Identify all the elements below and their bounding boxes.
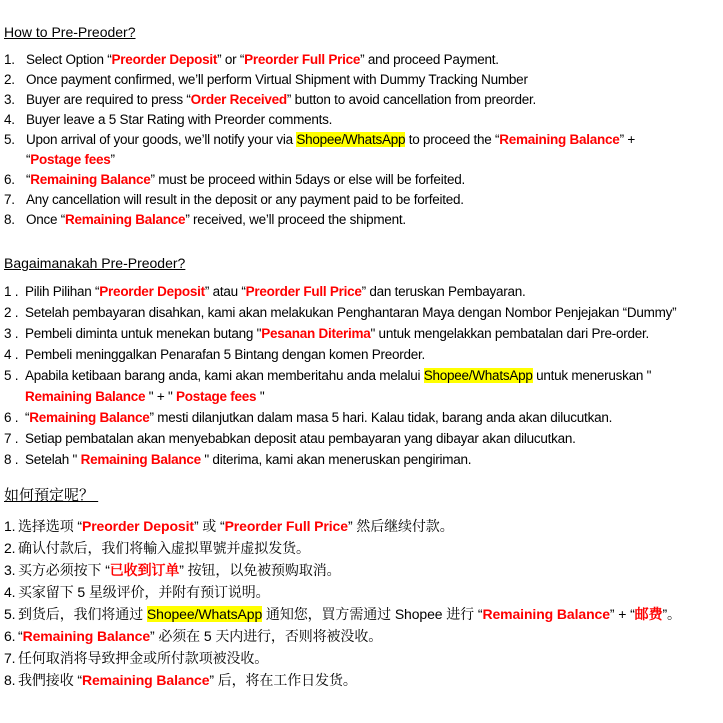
text-segment: Setiap pembatalan akan menyebabkan deposit atau pembayaran yang dibayar akan dilucutkan. <box>25 431 576 446</box>
item-text <box>25 344 723 365</box>
text-segment: ” or “ <box>217 52 245 67</box>
item-number: 6. <box>4 172 15 187</box>
item-text <box>26 210 723 230</box>
list-item <box>4 669 723 691</box>
list-item <box>4 449 723 470</box>
text-segment: " + " <box>145 389 177 404</box>
text-segment: Any cancellation will result in the deposit or any payment paid to be forfeited. <box>26 192 464 207</box>
text-segment: ” atau “ <box>204 284 246 299</box>
item-number: 2. <box>4 540 16 556</box>
text-segment: Upon arrival of your goods, we’ll notify your via <box>26 132 297 147</box>
list-item <box>4 559 723 581</box>
text-segment: ” button to avoid cancellation from preorder. <box>286 92 537 107</box>
item-number: 7. <box>4 650 16 666</box>
item-number: 3 . <box>4 326 19 341</box>
text-segment: untuk meneruskan " <box>532 368 652 383</box>
list-item <box>4 130 723 170</box>
list-item <box>4 407 723 428</box>
section-heading-chinese: 如何預定呢？ <box>4 487 99 504</box>
text-segment: ” must be proceed within 5days or else will be forfeited. <box>150 172 465 187</box>
red-emphasis-text: Remaining Balance <box>30 172 151 187</box>
list-item <box>4 302 723 323</box>
item-number: 8 . <box>4 452 19 467</box>
text-segment: “ <box>26 152 31 167</box>
red-emphasis-text: Remaining Balance <box>80 452 201 467</box>
red-emphasis-text: Remaining Balance <box>499 132 620 147</box>
item-text <box>25 407 723 428</box>
red-emphasis-text: Postage fees <box>176 389 257 404</box>
item-number: 4 . <box>4 347 19 362</box>
red-emphasis-text: Remaining Balance <box>29 410 150 425</box>
text-segment: 通知您，買方需通过 Shopee 进行 “ <box>262 606 483 622</box>
text-segment: Buyer are required to press “ <box>26 92 191 107</box>
section-english-instructions <box>4 24 723 230</box>
red-emphasis-text: Preorder Full Price <box>244 52 361 67</box>
list-item <box>4 281 723 302</box>
red-emphasis-text: Order Received <box>190 92 287 107</box>
item-number: 1 . <box>4 284 19 299</box>
text-segment: 到货后，我们将通过 <box>18 606 147 622</box>
item-number: 2 . <box>4 305 19 320</box>
text-segment: ” dan teruskan Pembayaran. <box>361 284 526 299</box>
list-item <box>4 70 723 90</box>
item-number: 5 . <box>4 368 19 383</box>
item-number: 1. <box>4 518 16 534</box>
item-number: 5. <box>4 132 15 147</box>
text-segment: ” mesti dilanjutkan dalam masa 5 hari. Kalau tidak, barang anda akan dilucutkan. <box>149 410 613 425</box>
item-text <box>25 365 723 407</box>
list-item <box>4 537 723 559</box>
item-text <box>26 90 723 110</box>
list-item <box>4 581 723 603</box>
item-number: 7 . <box>4 431 19 446</box>
list-item <box>4 428 723 449</box>
item-text <box>25 323 723 344</box>
text-segment: ” 然后继续付款。 <box>347 518 454 534</box>
item-text <box>26 50 723 70</box>
item-number: 6 . <box>4 410 19 425</box>
item-text <box>18 625 723 647</box>
section-heading-english: How to Pre-Preoder? <box>4 24 136 40</box>
list-item <box>4 344 723 365</box>
text-segment: ” + <box>619 132 635 147</box>
item-text <box>18 603 723 625</box>
list-item <box>4 170 723 190</box>
text-segment: Setelah " <box>25 452 81 467</box>
text-segment: " diterima, kami akan meneruskan pengiriman. <box>200 452 472 467</box>
text-segment: ” 按钮，以免被预购取消。 <box>179 562 341 578</box>
instruction-list-malay <box>4 281 723 470</box>
item-number: 6. <box>4 628 16 644</box>
item-text <box>25 281 723 302</box>
item-number: 5. <box>4 606 16 622</box>
text-segment: “ <box>26 172 31 187</box>
item-text <box>26 170 723 190</box>
text-segment: Apabila ketibaan barang anda, kami akan memberitahu anda melalui <box>25 368 424 383</box>
list-item <box>4 625 723 647</box>
text-segment: 买方必须按下 “ <box>18 562 110 578</box>
instruction-list-chinese <box>4 515 723 691</box>
highlighted-text: Shopee/WhatsApp <box>146 606 263 622</box>
text-segment: ” <box>110 152 115 167</box>
highlighted-text: Shopee/WhatsApp <box>423 368 533 383</box>
item-text <box>26 190 723 210</box>
text-segment: to proceed the “ <box>405 132 500 147</box>
red-emphasis-text: Remaining Balance <box>482 606 610 622</box>
text-segment: “ <box>25 410 30 425</box>
red-emphasis-text: Preorder Deposit <box>81 518 194 534</box>
text-segment: " untuk mengelakkan pembatalan dari Pre-order. <box>370 326 649 341</box>
section-heading-malay: Bagaimanakah Pre-Preoder? <box>4 255 186 271</box>
item-number: 2. <box>4 72 15 87</box>
section-malay-instructions <box>4 255 723 470</box>
text-segment: ” received, we’ll proceed the shipment. <box>185 212 406 227</box>
list-item <box>4 50 723 70</box>
text-segment: Once payment confirmed, we’ll perform Virtual Shipment with Dummy Tracking Number <box>26 72 528 87</box>
section-chinese-instructions <box>4 486 723 691</box>
item-number: 4. <box>4 584 16 600</box>
text-segment: " <box>256 389 265 404</box>
text-segment: ” 或 “ <box>193 518 225 534</box>
text-segment: ” + “ <box>609 606 635 622</box>
item-text <box>25 302 723 323</box>
item-text <box>18 515 723 537</box>
item-number: 4. <box>4 112 15 127</box>
item-text <box>18 537 723 559</box>
text-segment: 任何取消将导致押金或所付款项被没收。 <box>18 650 269 666</box>
text-segment: 选择选项 “ <box>18 518 82 534</box>
item-number: 7. <box>4 192 15 207</box>
item-text <box>25 449 723 470</box>
item-number: 8. <box>4 672 16 688</box>
list-item <box>4 110 723 130</box>
text-segment: ” 必须在 5 天内进行，否则将被没收。 <box>150 628 383 644</box>
text-segment: Pembeli meninggalkan Penarafan 5 Bintang dengan komen Preorder. <box>25 347 426 362</box>
list-item <box>4 603 723 625</box>
red-emphasis-text: Postage fees <box>30 152 111 167</box>
text-segment: 确认付款后，我们将輸入虚拟單號并虚拟发货。 <box>18 540 310 556</box>
red-emphasis-text: Preorder Deposit <box>111 52 218 67</box>
instruction-list-english <box>4 50 723 230</box>
text-segment: Buyer leave a 5 Star Rating with Preorder comments. <box>26 112 333 127</box>
item-number: 3. <box>4 92 15 107</box>
text-segment: ” 后，将在工作日发货。 <box>209 672 357 688</box>
text-segment: 我們接收 “ <box>18 672 82 688</box>
item-text <box>18 669 723 691</box>
item-text <box>25 428 723 449</box>
text-segment: ” and proceed Payment. <box>360 52 499 67</box>
text-segment: Setelah pembayaran disahkan, kami akan melakukan Penghantaran Maya dengan Nombor Penjejakan “Dummy” <box>25 305 677 320</box>
list-item <box>4 323 723 344</box>
red-emphasis-text: Remaining Balance <box>25 389 146 404</box>
list-item <box>4 365 723 407</box>
list-item <box>4 647 723 669</box>
item-text <box>26 110 723 130</box>
red-emphasis-text: Remaining Balance <box>81 672 210 688</box>
list-item <box>4 210 723 230</box>
item-number: 8. <box>4 212 15 227</box>
red-emphasis-text: Pesanan Diterima <box>261 326 371 341</box>
text-segment: ”。 <box>662 606 681 622</box>
text-segment: Once “ <box>26 212 66 227</box>
red-emphasis-text: Remaining Balance <box>65 212 186 227</box>
item-text <box>26 70 723 90</box>
text-segment: “ <box>18 628 23 644</box>
text-segment: 买家留下 5 星级评价，并附有预订说明。 <box>18 584 270 600</box>
red-emphasis-text: 已收到订单 <box>109 562 180 578</box>
red-emphasis-text: 邮费 <box>634 606 663 622</box>
red-emphasis-text: Remaining Balance <box>22 628 151 644</box>
text-segment: Select Option “ <box>26 52 112 67</box>
highlighted-text: Shopee/WhatsApp <box>296 132 406 147</box>
item-text <box>18 581 723 603</box>
red-emphasis-text: Preorder Full Price <box>245 284 362 299</box>
list-item <box>4 90 723 110</box>
item-text <box>18 647 723 669</box>
red-emphasis-text: Preorder Deposit <box>99 284 205 299</box>
text-segment: Pembeli diminta untuk menekan butang " <box>25 326 262 341</box>
list-item <box>4 190 723 210</box>
list-item <box>4 515 723 537</box>
text-segment: Pilih Pilihan “ <box>25 284 100 299</box>
red-emphasis-text: Preorder Full Price <box>224 518 348 534</box>
item-text <box>18 559 723 581</box>
item-text <box>26 130 723 170</box>
item-number: 1. <box>4 52 15 67</box>
item-number: 3. <box>4 562 16 578</box>
